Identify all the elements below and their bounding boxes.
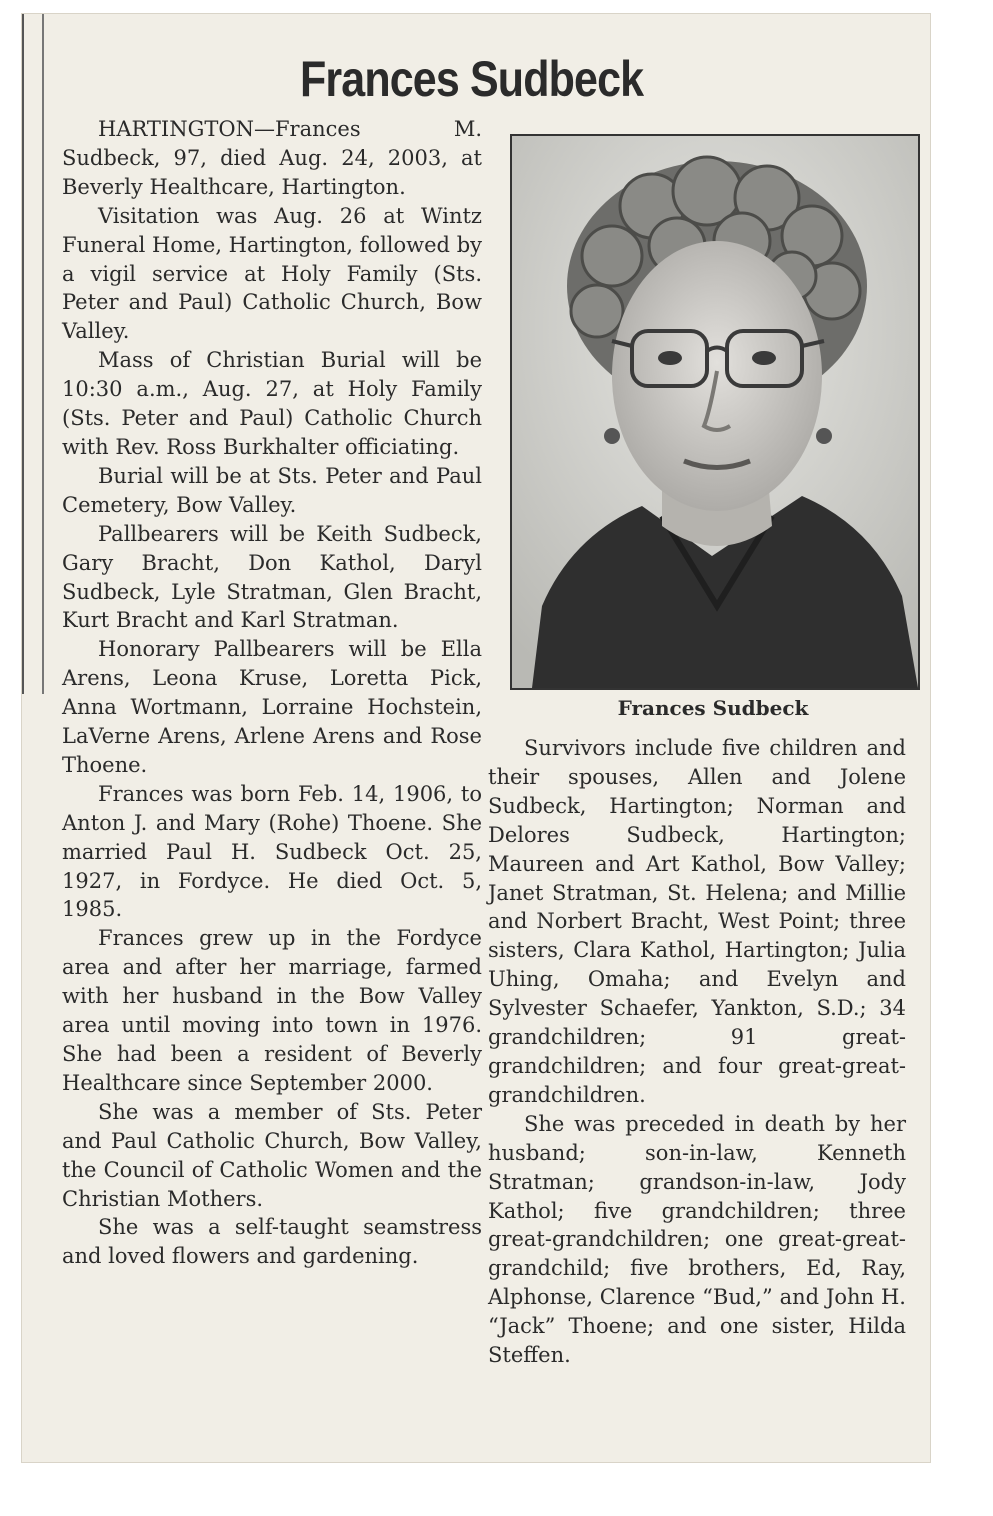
paragraph: She was a self-taught seamstress and loved flowers and gardening. (62, 1215, 482, 1269)
paragraph: Burial will be at Sts. Peter and Paul Cemetery, Bow Valley. (62, 463, 482, 517)
paragraph: Mass of Christian Burial will be 10:30 a.m., Aug. 27, at Holy Family (Sts. Peter and Paul) Catholic Church with Rev. Ross Burkhalter officiating. (62, 348, 482, 459)
paragraph: Frances grew up in the Fordyce area and after her marriage, farmed with her husband in the Bow Valley area until moving into town in 1976. She had been a resident of Beverly Healthcare since September 2000. (62, 926, 482, 1095)
paragraph: She was a member of Sts. Peter and Paul Catholic Church, Bow Valley, the Council of Catholic Women and the Christian Mothers. (62, 1099, 482, 1211)
paragraph: Frances was born Feb. 14, 1906, to Anton J. and Mary (Rohe) Thoene. She married Paul H. Sudbeck Oct. 25, 1927, in Fordyce. He died Oct. 5, 1985. (62, 781, 482, 922)
paragraph: HARTINGTON—Frances M. Sudbeck, 97, died Aug. 24, 2003, at Beverly Healthcare, Hartington. (62, 117, 482, 199)
photo-caption: Frances Sudbeck (617, 696, 809, 720)
paragraph: Visitation was Aug. 26 at Wintz Funeral Home, Hartington, followed by a vigil service at Holy Family (Sts. Peter and Paul) Catholic Church, Bow Valley. (62, 203, 482, 344)
portrait-illustration (512, 136, 918, 688)
column-rule (22, 14, 44, 694)
paragraph: Pallbearers will be Keith Sudbeck, Gary Bracht, Don Kathol, Daryl Sudbeck, Lyle Stratman, Glen Bracht, Kurt Bracht and Karl Stratman. (62, 521, 482, 633)
paragraph: She was preceded in death by her husband; son-in-law, Kenneth Stratman; grandson-in-law, Jody Kathol; five grandchildren; three great-grandchildren; one great-great-grandchild; five brothers, Ed, Ray, Alphonse, Clarence “Bud,” and John H. “Jack” Thoene; and one sister, Hilda Steffen. (488, 1111, 906, 1368)
left-column (62, 115, 482, 1271)
headline: Frances Sudbeck (300, 51, 644, 107)
right-column (488, 734, 906, 1370)
paragraph: Honorary Pallbearers will be Ella Arens, Leona Kruse, Loretta Pick, Anna Wortmann, Lorraine Hochstein, LaVerne Arens, Arlene Arens and Rose Thoene. (62, 637, 482, 777)
portrait-photo (510, 134, 920, 690)
paragraph: Survivors include five children and their spouses, Allen and Jolene Sudbeck, Hartington; Norman and Delores Sudbeck, Hartington; Maureen and Art Kathol, Bow Valley; Janet Stratman, St. Helena; and Millie and Norbert Bracht, West Point; three sisters, Clara Kathol, Hartington; Julia Uhing, Omaha; and Evelyn and Sylvester Schaefer, Yankton, S.D.; 34 grandchildren; 91 great-grandchildren; and four great-great-grandchildren. (488, 736, 906, 1107)
